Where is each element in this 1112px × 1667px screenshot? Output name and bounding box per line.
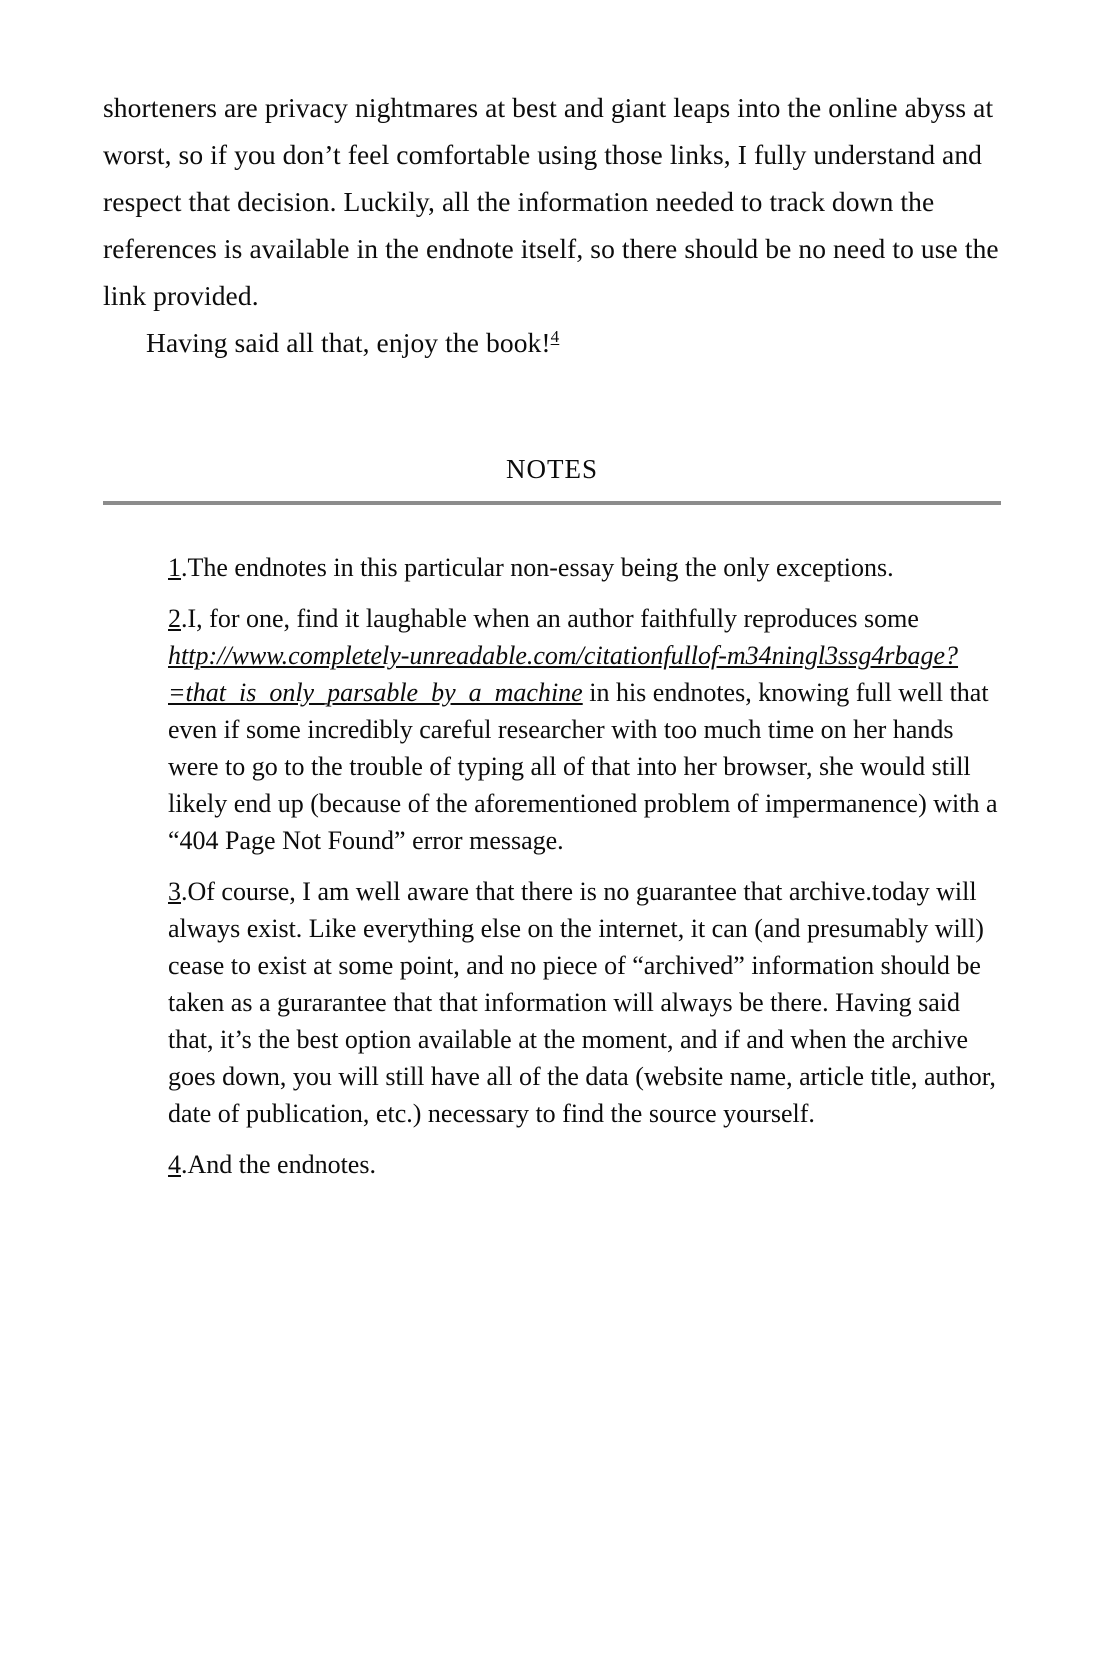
footnote-ref-4-link[interactable]: 4 [550,326,560,346]
note-1 [168,549,1001,586]
note-2-text-after-link: in his endnotes, knowing full well that even if some incredibly careful researcher with too much time on her hands were to go to the trouble of typing all of that into her browser, she would still likely end up (because of the aforementioned problem of impermanence) with a “404 Page Not Found” error message. [168,678,998,855]
note-3-number-link[interactable]: 3 [168,877,181,906]
closing-line [103,319,1001,366]
intro-section [103,84,1001,366]
note-4-text: And the endnotes. [187,1150,376,1179]
note-2-url-link[interactable]: http://www.completely-unreadable.com/citationfullof-m34ningl3ssg4rbage?=that_is_only_parsable_by_a_machine [168,641,959,707]
note-4 [168,1146,1001,1183]
note-1-text: The endnotes in this particular non-essay being the only exceptions. [187,553,894,582]
note-3 [168,873,1001,1132]
note-2 [168,600,1001,859]
notes-list [168,549,1001,1183]
note-4-number-link[interactable]: 4 [168,1150,181,1179]
note-1-number-link[interactable]: 1 [168,553,181,582]
footnote-superscript [551,322,560,347]
note-2-separator: . [181,604,188,633]
note-2-number-link[interactable]: 2 [168,604,181,633]
closing-line-text: Having said all that, enjoy the book! [146,327,551,358]
notes-heading: NOTES [506,454,598,484]
note-4-separator: . [181,1150,188,1179]
notes-divider [103,501,1001,505]
note-1-separator: . [181,553,188,582]
note-3-text: Of course, I am well aware that there is no guarantee that archive.today will always exist. Like everything else on the internet, it can (and presumably will) cease to exist at some point, and no piece of “archived” information should be taken as a gurarantee that that information will always be there. Having said that, it’s the best option available at the moment, and if and when the archive goes down, you will still have all of the data (website name, article title, author, date of publication, etc.) necessary to find the source yourself. [168,877,996,1128]
note-3-separator: . [181,877,188,906]
intro-paragraph: shorteners are privacy nightmares at best and giant leaps into the online abyss at worst, so if you don’t feel comfortable using those links, I fully understand and respect that decision. Luckily, all the information needed to track down the references is available in the endnote itself, so there should be no need to use the link provided. [103,92,999,311]
note-2-text-before-link: I, for one, find it laughable when an author faithfully reproduces some [187,604,919,633]
